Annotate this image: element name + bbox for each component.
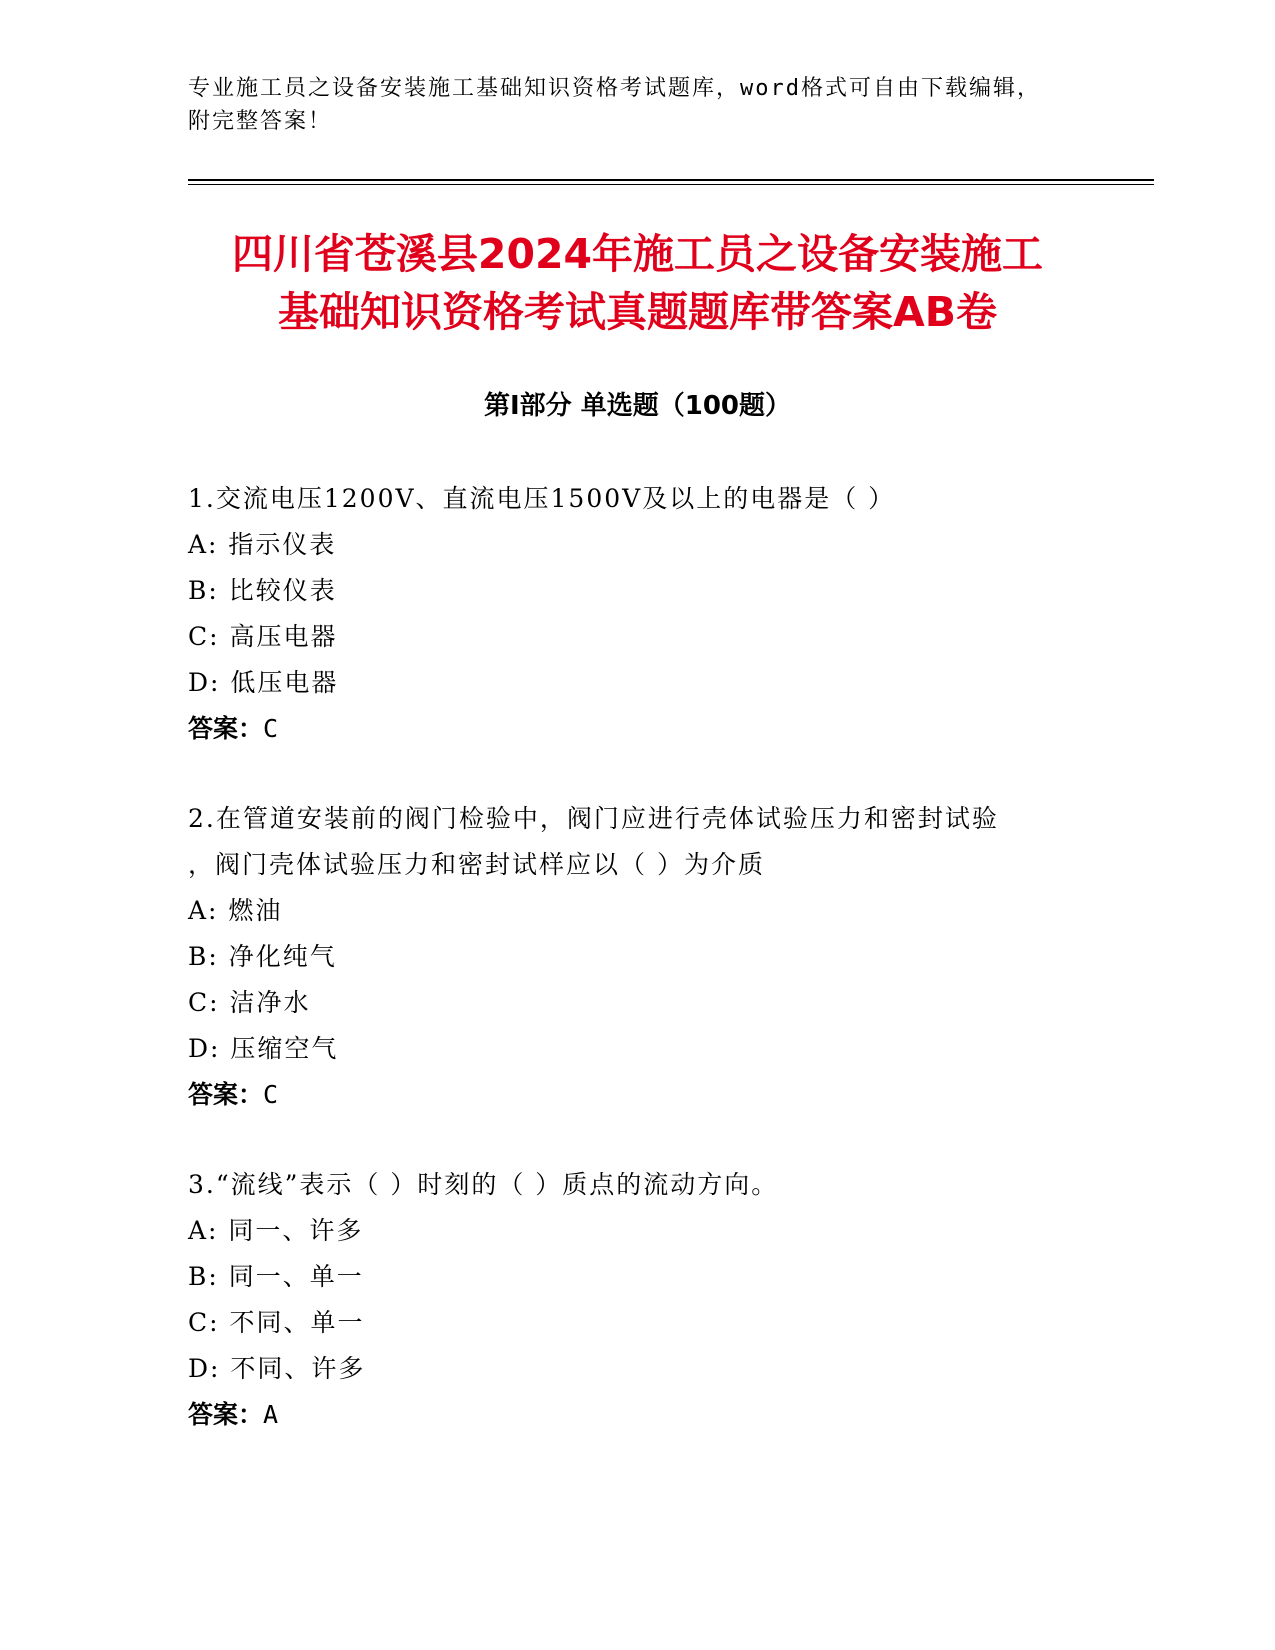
question-stem	[188, 1162, 1088, 1208]
option-c: C: 高压电器	[188, 622, 338, 651]
document-title-line-2: 基础知识资格考试真题题库带答案AB卷	[278, 288, 997, 336]
header-note	[188, 72, 1068, 138]
question-stem	[188, 796, 1088, 888]
header-divider-thin	[188, 184, 1154, 185]
answer-value: C	[263, 1080, 279, 1109]
header-note-line-1: 专业施工员之设备安装施工基础知识资格考试题库，word格式可自由下载编辑，	[188, 76, 1041, 101]
answer-line	[188, 1392, 1088, 1438]
answer-label: 答案：	[188, 714, 264, 743]
answer-label: 答案：	[188, 1400, 264, 1429]
option-c: C: 不同、单一	[188, 1308, 365, 1337]
option-d: D: 低压电器	[188, 668, 339, 697]
section-title: 第I部分 单选题（100题）	[484, 391, 791, 421]
answer-line	[188, 1072, 1088, 1118]
answer-value: C	[263, 714, 279, 743]
option-b: B: 同一、单一	[188, 1262, 364, 1291]
option-b: B: 比较仪表	[188, 576, 337, 605]
question-stem-line: 2.在管道安装前的阀门检验中，阀门应进行壳体试验压力和密封试验	[188, 804, 999, 833]
option-a: A: 同一、许多	[188, 1216, 364, 1245]
question-2	[188, 796, 1088, 1118]
option-d: D: 不同、许多	[188, 1354, 366, 1383]
header-note-line-2: 附完整答案！	[188, 109, 333, 134]
option-d: D: 压缩空气	[188, 1034, 339, 1063]
question-1	[188, 476, 1088, 752]
option-c: C: 洁净水	[188, 988, 311, 1017]
document-title	[150, 225, 1125, 341]
question-list	[188, 476, 1088, 1482]
answer-label: 答案：	[188, 1080, 264, 1109]
question-stem	[188, 476, 1088, 522]
answer-value: A	[263, 1400, 279, 1429]
option-a: A: 指示仪表	[188, 530, 337, 559]
question-3	[188, 1162, 1088, 1438]
option-b: B: 净化纯气	[188, 942, 337, 971]
question-stem-line: ，阀门壳体试验压力和密封试样应以（ ）为介质	[188, 850, 765, 879]
document-title-line-1: 四川省苍溪县2024年施工员之设备安装施工	[231, 230, 1044, 278]
question-stem-line: 3.“流线”表示（ ）时刻的（ ）质点的流动方向。	[188, 1170, 779, 1199]
answer-line	[188, 706, 1088, 752]
question-stem-line: 1.交流电压1200V、直流电压1500V及以上的电器是（ ）	[188, 484, 896, 513]
option-a: A: 燃油	[188, 896, 283, 925]
header-divider-thick	[188, 179, 1154, 181]
